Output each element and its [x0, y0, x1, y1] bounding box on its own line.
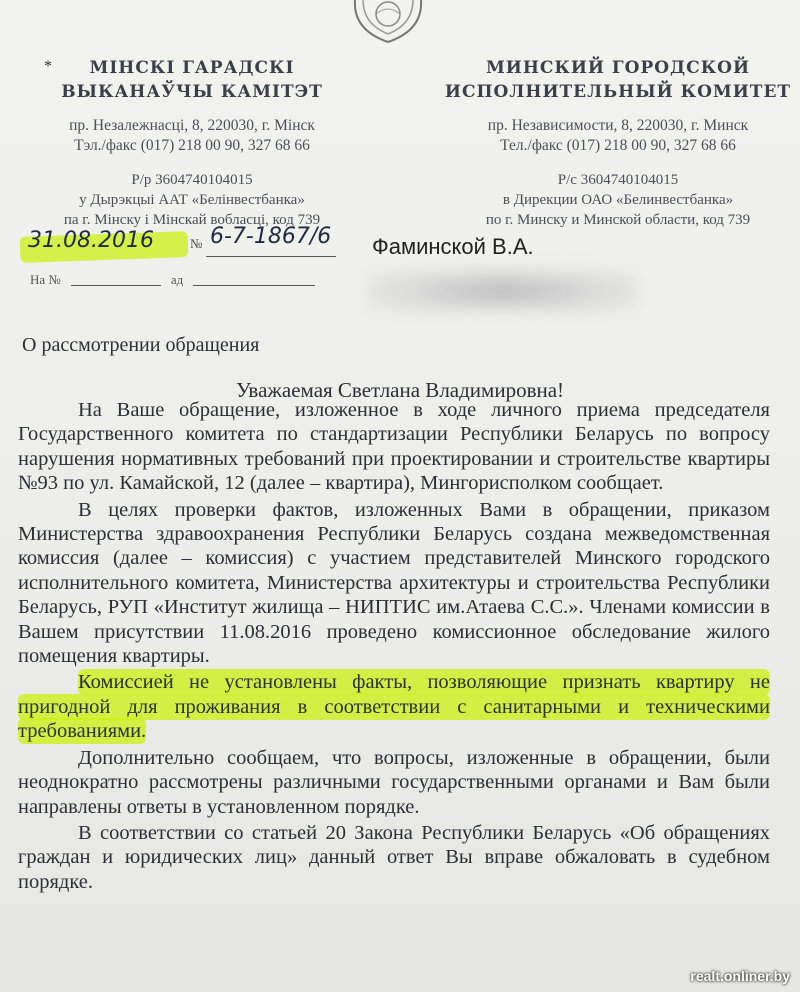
letterhead-belarusian: [12, 56, 372, 230]
letter-date: 31.08.2016: [28, 228, 154, 253]
paragraph-2: В целях проверки фактов, изложенных Вами в обращении, приказом Министерства здравоохранения Республики Беларусь создана межведомственная комиссия (далее – комиссия) с участием представителей Минского городского исполнительного комитета, Министерства архитектуры и строительства Республики Беларусь, РУП «Институт жилища – НИПТИС им.Атаева С.С.». Членами комиссии в Вашем присутствии 11.08.2016 проведено комиссионное обследование жилого помещения квартиры.: [18, 498, 770, 668]
na-label: На №: [30, 272, 61, 287]
ad-label: ад: [170, 272, 184, 287]
reply-reference-line: [30, 272, 315, 288]
paragraph-5: В соответствии со статьей 20 Закона Республики Беларусь «Об обращениях граждан и юридических лиц» данный ответ Вы вправе обжаловать в судебном порядке.: [18, 821, 770, 893]
number-label: №: [190, 236, 203, 251]
org-bank-line1: в Дирекции ОАО «Белинвестбанка»: [502, 192, 734, 208]
na-blank: [71, 285, 161, 286]
header-mark: *: [44, 58, 52, 75]
org-name-line2: ВЫКАНАЎЧЫ КАМІТЭТ: [61, 82, 323, 102]
org-name-line1: МИНСКИЙ ГОРОДСКОЙ: [485, 58, 751, 78]
paragraph-1: На Ваше обращение, изложенное в ходе личного приема председателя Государственного комитета по стандартизации Республики Беларусь по вопросу нарушения нормативных требований при проектировании и строительстве квартиры №93 по ул. Камайской, 12 (далее – квартира), Мингорисполком сообщает.: [18, 399, 770, 495]
org-bank-line1: у Дырэкцыі ААТ «Белінвестбанка»: [79, 192, 305, 208]
org-bank-line2: по г. Минску и Минской области, код 739: [485, 212, 751, 228]
salutation: Уважаемая Светлана Владимировна!: [235, 378, 565, 402]
letter-subject: О рассмотрении обращения: [22, 334, 260, 356]
highlighted-text: Комиссией не установлены факты, позволяющие признать квартиру не пригодной для проживания в соответствии с санитарными и техническими требованиями.: [18, 671, 770, 743]
org-name-line2: ИСПОЛНИТЕЛЬНЫЙ КОМИТЕТ: [444, 82, 792, 102]
org-account: Р/р 3604740104015: [131, 172, 253, 188]
letter-number: 6-7-1867/6: [210, 224, 332, 249]
org-account: Р/с 3604740104015: [557, 172, 679, 188]
recipient-name: Фаминской В.А.: [372, 234, 534, 259]
org-bank-line2: па г. Мінску і Мінскай вобласці, код 739: [63, 212, 321, 228]
paragraph-4: Дополнительно сообщаем, что вопросы, изложенные в обращении, были неоднократно рассмотрены различными государственными органами и Вам были направлены ответы в установленном порядке.: [18, 746, 770, 818]
org-address: пр. Незалежнасці, 8, 220030, г. Мінск: [69, 117, 315, 134]
letterhead-russian: [438, 56, 798, 230]
org-name-line1: МІНСКІ ГАРАДСКІ: [89, 58, 295, 78]
number-underline: [206, 256, 336, 257]
redacted-address: [368, 268, 638, 314]
org-phone: Тел./факс (017) 218 00 90, 327 68 66: [500, 137, 736, 154]
state-emblem: [345, 0, 431, 44]
org-phone: Тэл./факс (017) 218 00 90, 327 68 66: [74, 137, 310, 154]
paragraph-3: [18, 670, 770, 743]
org-address: пр. Независимости, 8, 220030, г. Минск: [487, 117, 749, 134]
letter-body: [18, 398, 770, 894]
watermark: realt.onliner.by: [690, 968, 790, 984]
ad-blank: [193, 285, 315, 286]
